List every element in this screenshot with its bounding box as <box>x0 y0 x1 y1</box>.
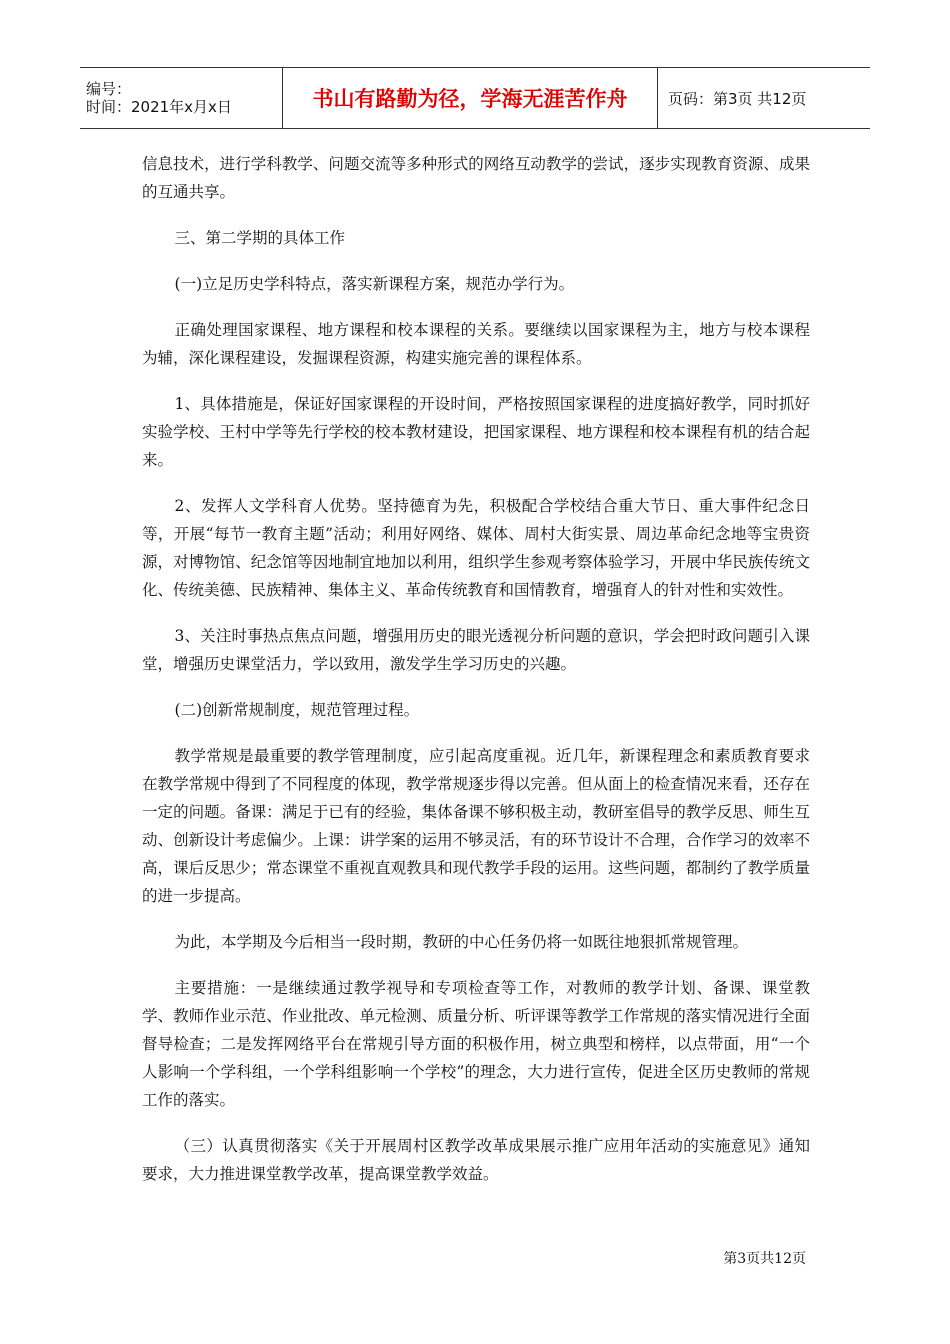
page-footer-number: 第3页共12页 <box>723 1251 806 1267</box>
header-meta <box>80 68 283 128</box>
paragraph: 1、具体措施是，保证好国家课程的开设时间，严格按照国家课程的进度搞好教学，同时抓好实验学校、王村中学等先行学校的校本教材建设，把国家课程、地方课程和校本课程有机的结合起来。 <box>142 395 810 469</box>
paragraph: 为此，本学期及今后相当一段时期，教研的中心任务仍将一如既往地狠抓常规管理。 <box>174 933 749 951</box>
paragraph: 3、关注时事热点焦点问题，增强用历史的眼光透视分析问题的意识，学会把时政问题引入课堂，增强历史课堂活力，学以致用，激发学生学习历史的兴趣。 <box>142 627 810 673</box>
page-header <box>80 67 870 129</box>
subsection-heading: （三）认真贯彻落实《关于开展周村区教学改革成果展示推广应用年活动的实施意见》通知要求，大力推进课堂教学改革，提高课堂教学效益。 <box>142 1137 810 1183</box>
document-number-label: 编号： <box>86 80 132 98</box>
section-heading: 三、第二学期的具体工作 <box>174 229 346 247</box>
subsection-heading: (二)创新常规制度，规范管理过程。 <box>174 701 420 719</box>
paragraph: 信息技术，进行学科教学、问题交流等多种形式的网络互动教学的尝试，逐步实现教育资源、成果的互通共享。 <box>142 155 810 201</box>
paragraph: 正确处理国家课程、地方课程和校本课程的关系。要继续以国家课程为主，地方与校本课程为辅，深化课程建设，发掘课程资源，构建实施完善的课程体系。 <box>142 321 810 367</box>
document-date: 时间：2021年x月x日 <box>86 98 232 116</box>
header-page-code: 页码：第3页 共12页 <box>668 89 807 108</box>
header-motto: 书山有路勤为径，学海无涯苦作舟 <box>283 68 658 128</box>
paragraph: 2、发挥人文学科育人优势。坚持德育为先，积极配合学校结合重大节日、重大事件纪念日等，开展“每节一教育主题”活动；利用好网络、媒体、周村大街实景、周边革命纪念地等宝贵资源，对博物馆、纪念馆等因地制宜地加以利用，组织学生参观考察体验学习，开展中华民族传统文化、传统美德、民族精神、集体主义、革命传统教育和国情教育，增强育人的针对性和实效性。 <box>142 497 810 599</box>
paragraph: 教学常规是最重要的教学管理制度，应引起高度重视。近几年，新课程理念和素质教育要求在教学常规中得到了不同程度的体现，教学常规逐步得以完善。但从面上的检查情况来看，还存在一定的问题。备课：满足于已有的经验，集体备课不够积极主动，教研室倡导的教学反思、师生互动、创新设计考虑偏少。上课：讲学案的运用不够灵活，有的环节设计不合理，合作学习的效率不高，课后反思少；常态课堂不重视直观教具和现代教学手段的运用。这些问题，都制约了教学质量的进一步提高。 <box>142 747 810 905</box>
subsection-heading: (一)立足历史学科特点，落实新课程方案，规范办学行为。 <box>174 275 575 293</box>
paragraph: 主要措施：一是继续通过教学视导和专项检查等工作，对教师的教学计划、备课、课堂教学、教师作业示范、作业批改、单元检测、质量分析、听评课等教学工作常规的落实情况进行全面督导检查；二是发挥网络平台在常规引导方面的积极作用，树立典型和榜样，以点带面，用“一个人影响一个学科组，一个学科组影响一个学校”的理念，大力进行宣传，促进全区历史教师的常规工作的落实。 <box>142 979 810 1109</box>
document-body <box>142 150 810 1206</box>
